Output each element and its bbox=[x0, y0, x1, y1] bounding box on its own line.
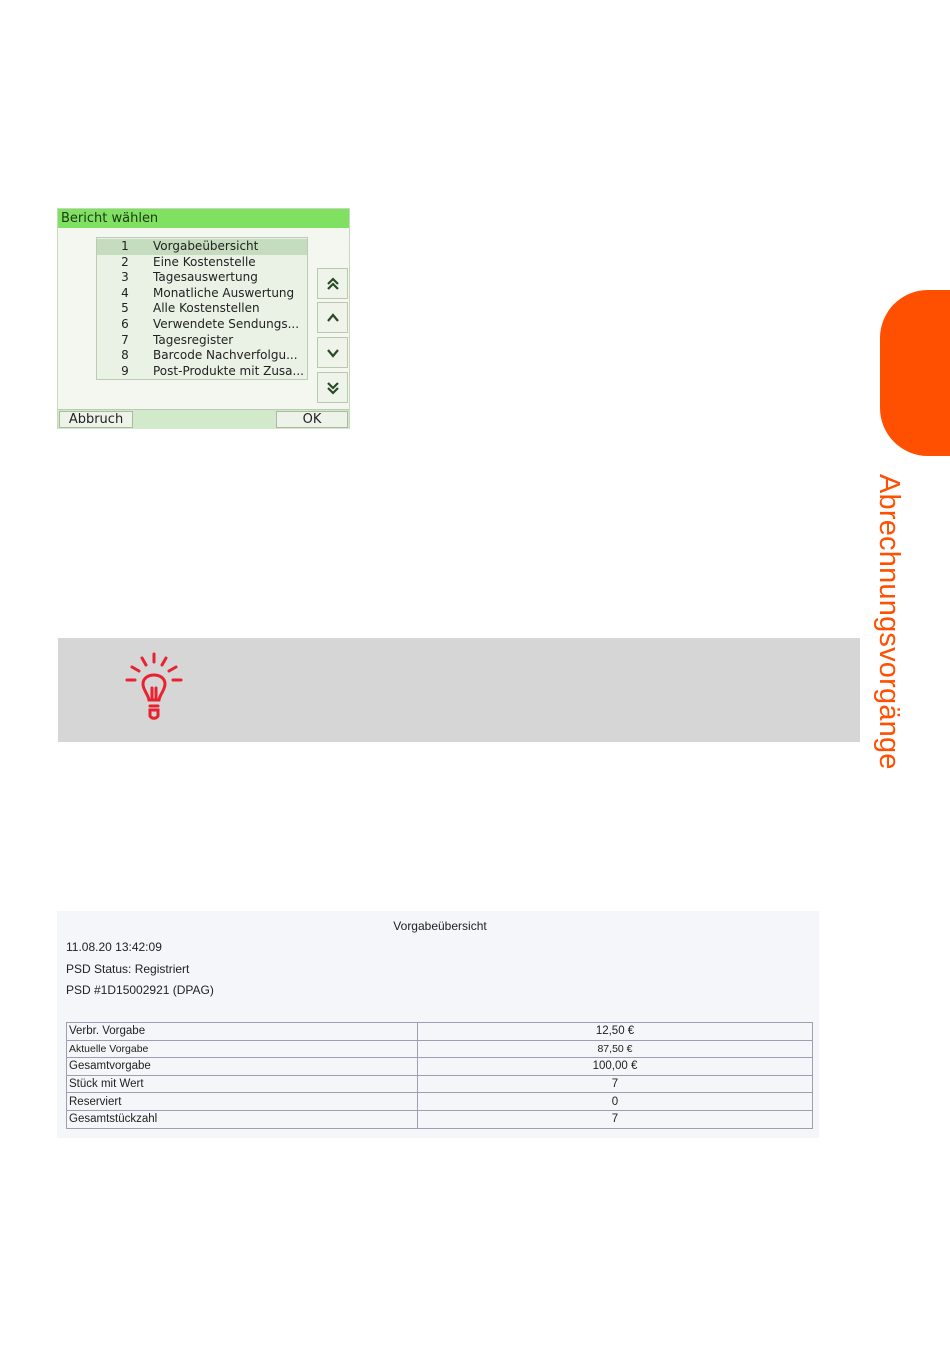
row-value: 100,00 € bbox=[418, 1058, 813, 1076]
table-row bbox=[67, 1110, 813, 1128]
list-item[interactable]: 6 Verwendete Sendungs... bbox=[121, 316, 300, 331]
table-row bbox=[67, 1023, 813, 1041]
list-item[interactable]: 5 Alle Kostenstellen bbox=[121, 301, 260, 316]
scroll-up-button[interactable] bbox=[317, 302, 348, 333]
tip-box bbox=[58, 638, 860, 742]
report-status: PSD Status: Registriert bbox=[66, 962, 190, 976]
row-label: Gesamtstückzahl bbox=[67, 1110, 418, 1128]
table-row bbox=[67, 1058, 813, 1076]
row-label: Stück mit Wert bbox=[67, 1075, 418, 1093]
table-row bbox=[67, 1093, 813, 1111]
table-row bbox=[67, 1075, 813, 1093]
row-value: 87,50 € bbox=[418, 1040, 813, 1058]
report-select-screen bbox=[57, 208, 350, 429]
chevron-up-icon bbox=[325, 310, 341, 326]
report-list[interactable] bbox=[96, 237, 308, 380]
list-item[interactable]: 1 Vorgabeübersicht bbox=[97, 239, 307, 255]
row-label: Verbr. Vorgabe bbox=[67, 1023, 418, 1041]
list-item[interactable]: 9 Post-Produkte mit Zusa... bbox=[121, 363, 304, 378]
list-item[interactable]: 2 Eine Kostenstelle bbox=[121, 254, 256, 269]
list-item[interactable]: 3 Tagesauswertung bbox=[121, 270, 258, 285]
list-item[interactable]: 8 Barcode Nachverfolgu... bbox=[121, 348, 298, 363]
row-value: 12,50 € bbox=[418, 1023, 813, 1041]
row-value: 7 bbox=[418, 1075, 813, 1093]
chevron-down-icon bbox=[325, 345, 341, 361]
scroll-down-button[interactable] bbox=[317, 337, 348, 368]
report-psd: PSD #1D15002921 (DPAG) bbox=[66, 983, 214, 997]
cancel-button[interactable]: Abbruch bbox=[59, 411, 133, 428]
row-value: 0 bbox=[418, 1093, 813, 1111]
ok-button[interactable]: OK bbox=[276, 411, 348, 428]
row-label: Reserviert bbox=[67, 1093, 418, 1111]
lightbulb-icon bbox=[123, 652, 185, 722]
softkey-bar bbox=[58, 409, 349, 429]
screen-title: Bericht wählen bbox=[58, 209, 349, 228]
row-label: Aktuelle Vorgabe bbox=[67, 1040, 418, 1058]
page-up-button[interactable] bbox=[317, 268, 348, 299]
report-table bbox=[66, 1022, 813, 1129]
page-down-button[interactable] bbox=[317, 372, 348, 403]
double-chevron-down-icon bbox=[325, 380, 341, 396]
list-item[interactable]: 4 Monatliche Auswertung bbox=[121, 285, 295, 300]
printed-report bbox=[57, 911, 819, 1138]
report-title: Vorgabeübersicht bbox=[393, 919, 487, 933]
list-item[interactable]: 7 Tagesregister bbox=[121, 332, 234, 347]
report-datetime: 11.08.20 13:42:09 bbox=[66, 940, 162, 954]
row-label: Gesamtvorgabe bbox=[67, 1058, 418, 1076]
row-value: 7 bbox=[418, 1110, 813, 1128]
double-chevron-up-icon bbox=[325, 276, 341, 292]
chapter-label: Abrechnungsvorgänge bbox=[873, 474, 905, 770]
chapter-tab-shape bbox=[880, 270, 950, 480]
table-row bbox=[67, 1040, 813, 1058]
